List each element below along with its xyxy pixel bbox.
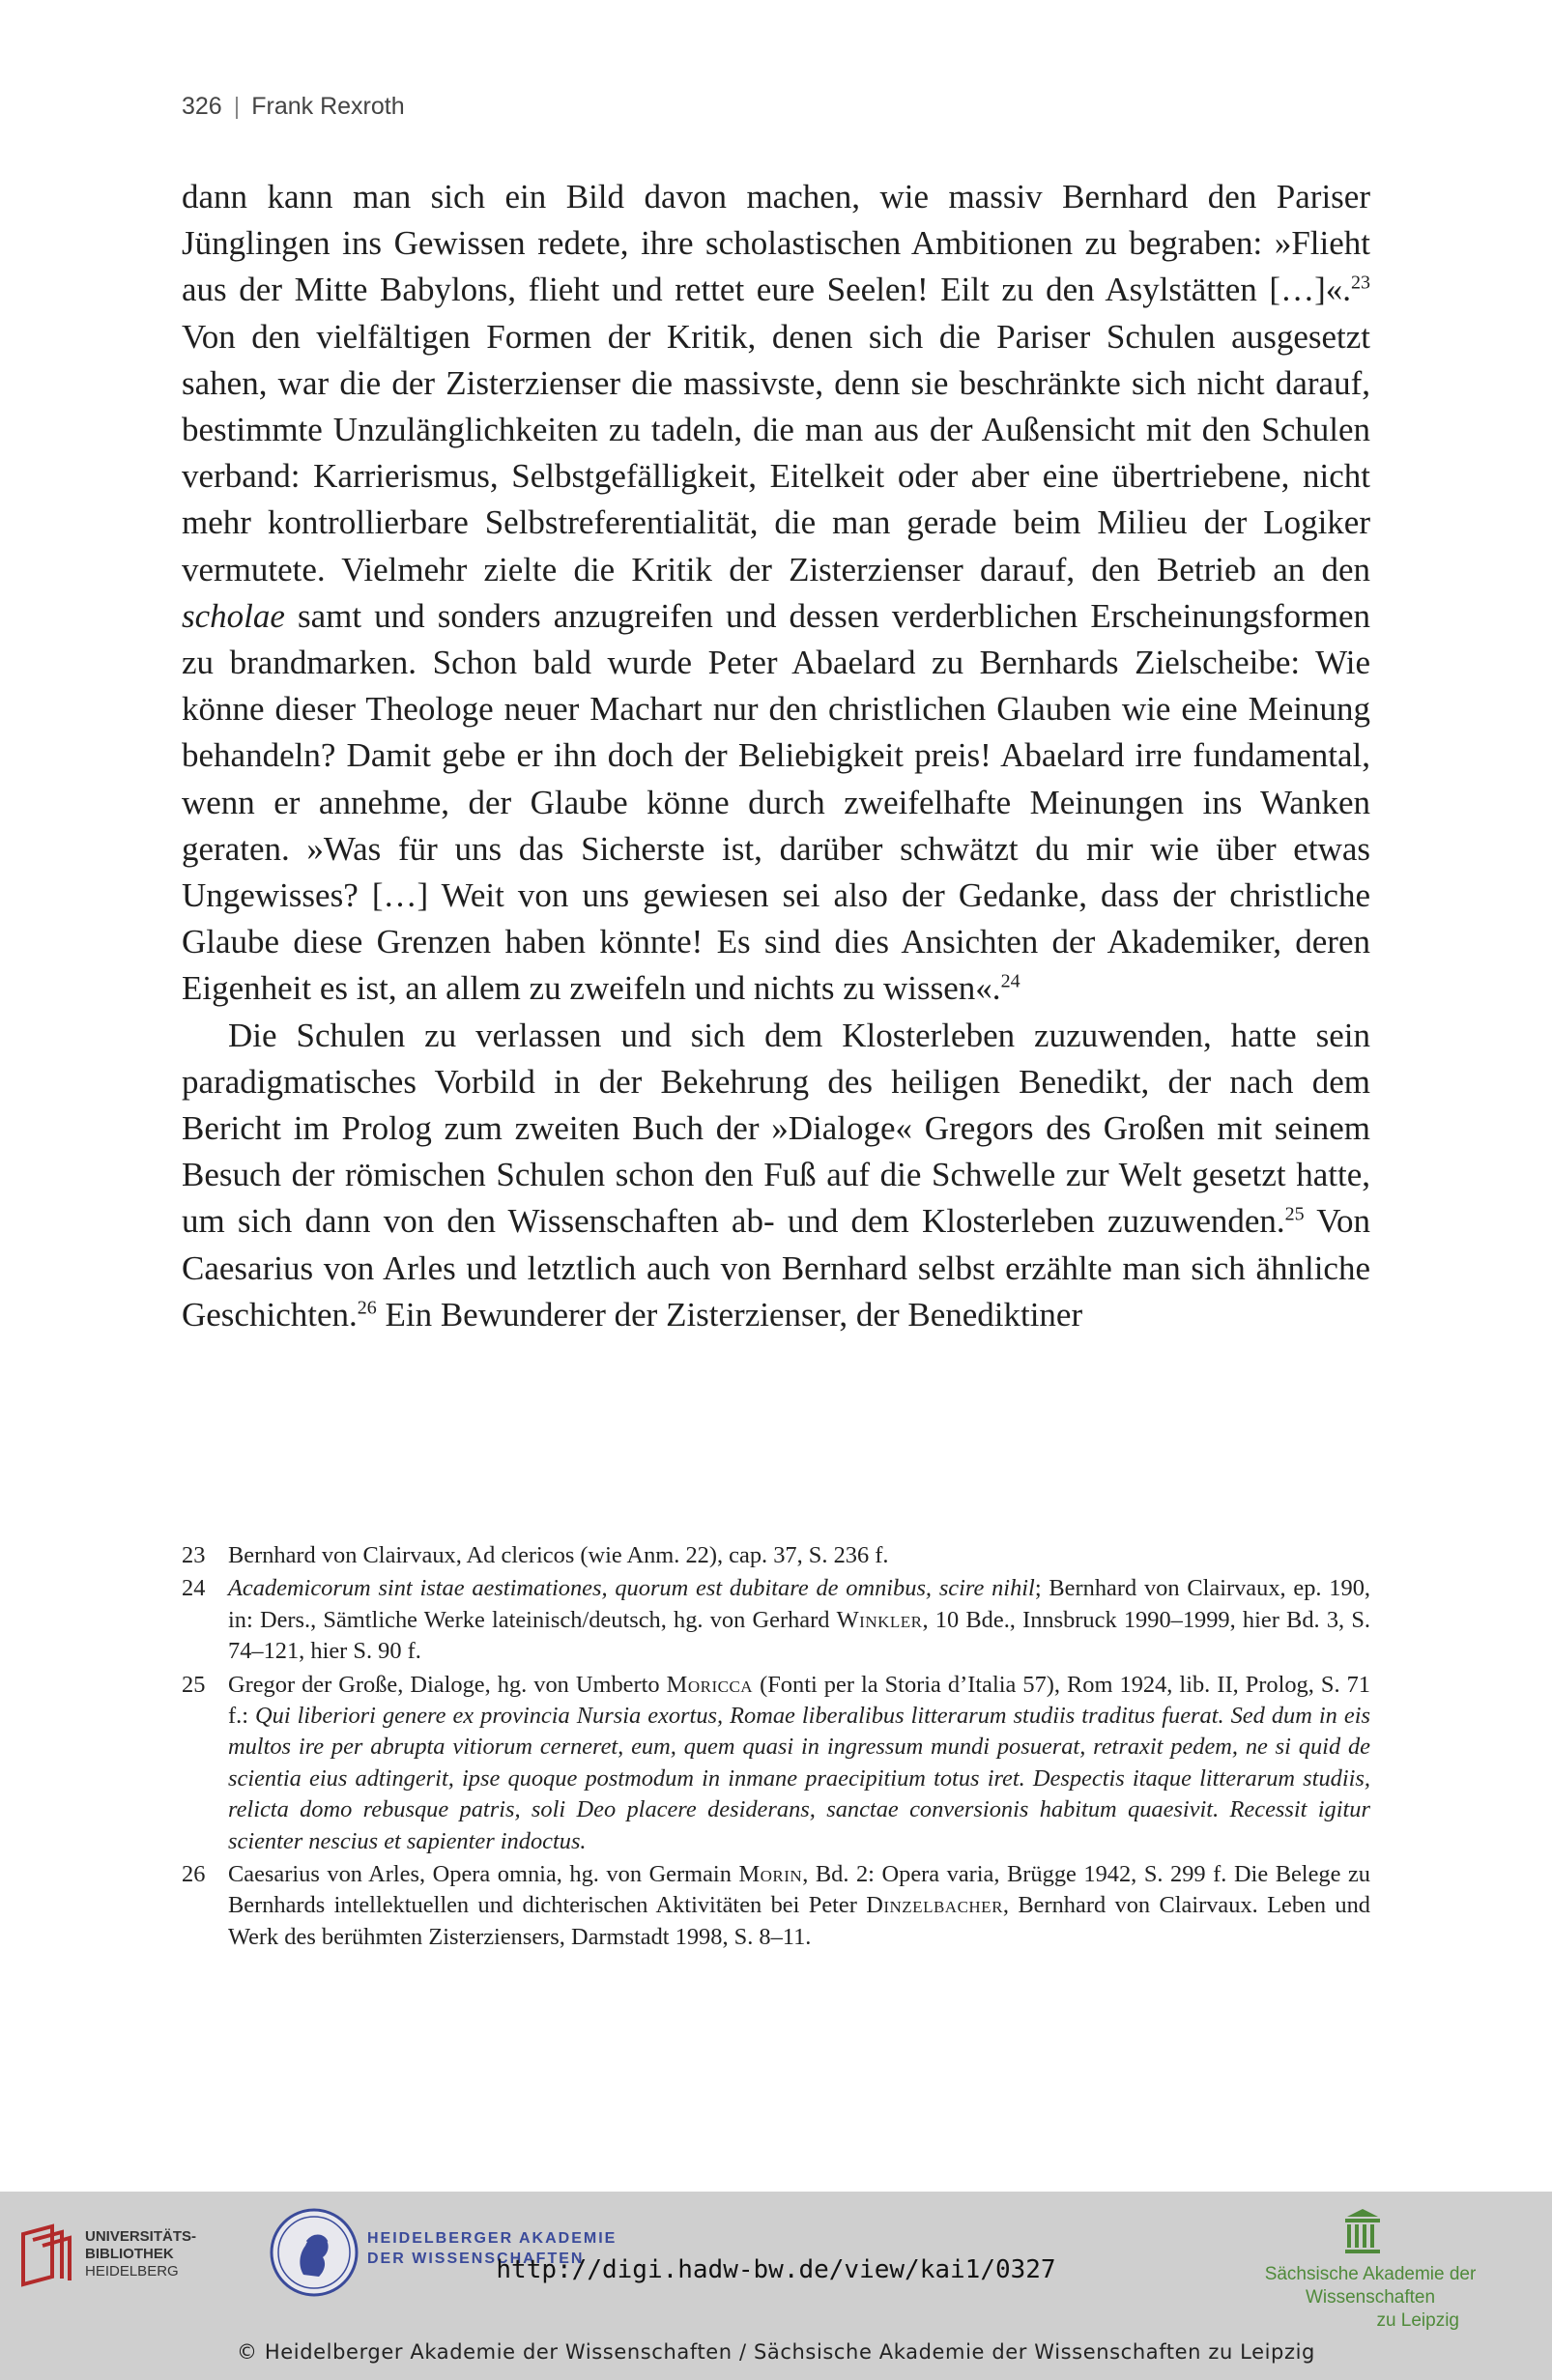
footnote-number: 25 [182, 1671, 206, 1698]
author-name: Frank Rexroth [251, 93, 405, 120]
ub-logo-line: BIBLIOTHEK [85, 2246, 174, 2262]
footnote-text [228, 1670, 1370, 1857]
main-text [182, 174, 1370, 1338]
footnote-text [228, 1573, 1370, 1667]
footnote-italic: Academicorum sint istae aestimationes, quorum est dubitare de omnibus, scire nihil [228, 1575, 1035, 1602]
footnote-ref-26[interactable]: 26 [357, 1297, 377, 1319]
text-run: , Bernhard von Clairvaux. Leben und Werk des berühmten Zisterziensers, Darmstadt 1998, S. 8–11. [228, 1892, 1370, 1950]
text-run: Die Schulen zu verlassen und sich dem Klosterleben zuzuwenden, hatte sein paradigmatisches Vorbild in der Bekehrung des heiligen Benedikt, der nach dem Bericht im Prolog zum zweiten Buch der »Dialoge« Gregors des Großen mit seinem Besuch der römischen Schulen schon den Fuß auf die Schwelle zur Welt gesetzt hatte, um sich dann von den Wissenschaften ab- und dem Klosterleben zuzuwenden. [182, 1016, 1370, 1241]
text-run: Von den vielfältigen Formen der Kritik, denen sich die Pariser Schulen ausgesetzt sahen, war die der Zisterzienser die massivste, denn sie beschränkte sich nicht darauf, bestimmte Unzulänglichkeiten zu tadeln, die man aus der Außensicht mit den Schulen verband: Karrierismus, Selbstgefälligkeit, Eitelkeit oder aber eine übertriebene, nicht mehr kontrollierbare Selbstreferentialität, die man gerade beim Milieu der Logiker vermutete. Vielmehr zielte die Kritik der Zisterzienser darauf, den Betrieb an den [182, 317, 1370, 588]
text-run: samt und sonders anzugreifen und dessen verderblichen Erscheinungsformen zu brandmarken. Schon bald wurde Peter Abaelard zu Bernhards Zielscheibe: Wie könne dieser Theologe neuer Machart nur den christlichen Glauben wie eine Meinung behandeln? Damit gebe er ihn doch der Beliebigkeit preis! Abaelard irre fundamental, wenn er annehme, der Glaube könne durch zweifelhafte Meinungen ins Wanken geraten. »Was für uns das Sicherste ist, darüber schwätzt du mir wie über etwas Ungewisses? […] Weit von uns gewiesen sei also der Gedanke, dass der christliche Glaube diese Grenzen haben könnte! Es sind dies Ansichten der Akademiker, deren Eigenheit es ist, an allem zu zweifeln und nichts zu wissen«. [182, 596, 1370, 1008]
text-run: , Bd. 2: Opera varia, Brügge 1942, S. 299 f. Die Belege zu Bernhards intellektuellen und dichterischen Aktivitäten bei Peter [228, 1861, 1370, 1919]
italic-term: scholae [182, 596, 285, 635]
paragraph-1 [182, 174, 1370, 1013]
footnote-number: 23 [182, 1542, 206, 1568]
footnote-26 [182, 1859, 1370, 1953]
saw-building-icon [1343, 2209, 1382, 2255]
text-run: ; Bernhard von Clairvaux, ep. 190, in: Ders., Sämtliche Werke lateinisch/deutsch, hg. von Gerhard [228, 1575, 1370, 1633]
text-run: dann kann man sich ein Bild davon machen, wie massiv Bernhard den Pariser Jünglingen ins Gewissen redete, ihre scholastischen Ambitionen zu begraben: »Flieht aus der Mitte Babylons, flieht und rettet eure Seelen! Eilt zu den Asylstätten […]«. [182, 178, 1370, 309]
author-small-caps: Morin [738, 1861, 803, 1888]
running-head [182, 93, 405, 121]
footnote-text [228, 1859, 1370, 1953]
saw-logo-line: zu Leipzig [1376, 2310, 1459, 2331]
footnote-25 [182, 1670, 1370, 1857]
text-run: Von Caesarius von Arles und letztlich auch von Bernhard selbst erzählte man sich ähnliche Geschichten. [182, 1202, 1370, 1333]
footnote-ref-24[interactable]: 24 [1000, 970, 1020, 992]
footnote-24 [182, 1573, 1370, 1667]
text-run: Gregor der Große, Dialoge, hg. von Umberto [228, 1671, 667, 1698]
author-small-caps: Moricca [666, 1671, 754, 1698]
copyright-notice: © Heidelberger Akademie der Wissenschaften / Sächsische Akademie der Wissenschaften zu Leipzig [237, 2340, 1315, 2364]
author-small-caps: Dinzelbacher [866, 1892, 1003, 1919]
text-run: Caesarius von Arles, Opera omnia, hg. von Germain [228, 1861, 739, 1888]
text-run: , 10 Bde., Innsbruck 1990–1999, hier Bd. 3, S. 74–121, hier S. 90 f. [228, 1606, 1370, 1665]
hadw-logo-line: DER WISSENSCHAFTEN [367, 2251, 585, 2267]
footnote-ref-25[interactable]: 25 [1284, 1203, 1305, 1225]
page-number: 326 [182, 93, 222, 120]
footnote-number: 24 [182, 1575, 206, 1602]
footnotes [182, 1540, 1370, 1955]
text-run: (Fonti per la Storia d’Italia 57), Rom 1924, lib. II, Prolog, S. 71 f.: [228, 1671, 1370, 1730]
footnote-23 [182, 1540, 1370, 1571]
hadw-logo-line: HEIDELBERGER AKADEMIE [367, 2230, 618, 2247]
source-url-link[interactable]: http://digi.hadw-bw.de/view/kai1/0327 [496, 2255, 1056, 2284]
header-separator: | [233, 93, 241, 120]
saw-logo-line: Sächsische Akademie der Wissenschaften [1264, 2264, 1477, 2308]
ub-logo-line: HEIDELBERG [85, 2263, 179, 2280]
footnote-text: Bernhard von Clairvaux, Ad clericos (wie Anm. 22), cap. 37, S. 236 f. [228, 1542, 889, 1568]
text-run: Ein Bewunderer der Zisterzienser, der Benediktiner [376, 1295, 1083, 1333]
footnote-italic: Qui liberiori genere ex provincia Nursia exortus, Romae liberalibus litterarum studiis traditus fuerat. Sed dum in eis multos ire per abrupta vitiorum cerneret, eum, quem quasi in ingressum mundi posuerat, retraxit pedem, ne si quid de scientia eius adtingerit, ipse quoque postmodum in inmane praecipitium totus iret. Despectis itaque litterarum studiis, relicta domo rebusque patris, soli Deo placere desiderans, sanctae conversionis habitum quaesivit. Recessit igitur scienter nescius et sapienter indoctus. [228, 1703, 1370, 1854]
paragraph-2 [182, 1013, 1370, 1338]
footnote-ref-23[interactable]: 23 [1351, 272, 1370, 294]
ub-logo-line: UNIVERSITÄTS- [85, 2228, 197, 2245]
author-small-caps: Winkler [836, 1606, 923, 1633]
footnote-number: 26 [182, 1861, 206, 1888]
